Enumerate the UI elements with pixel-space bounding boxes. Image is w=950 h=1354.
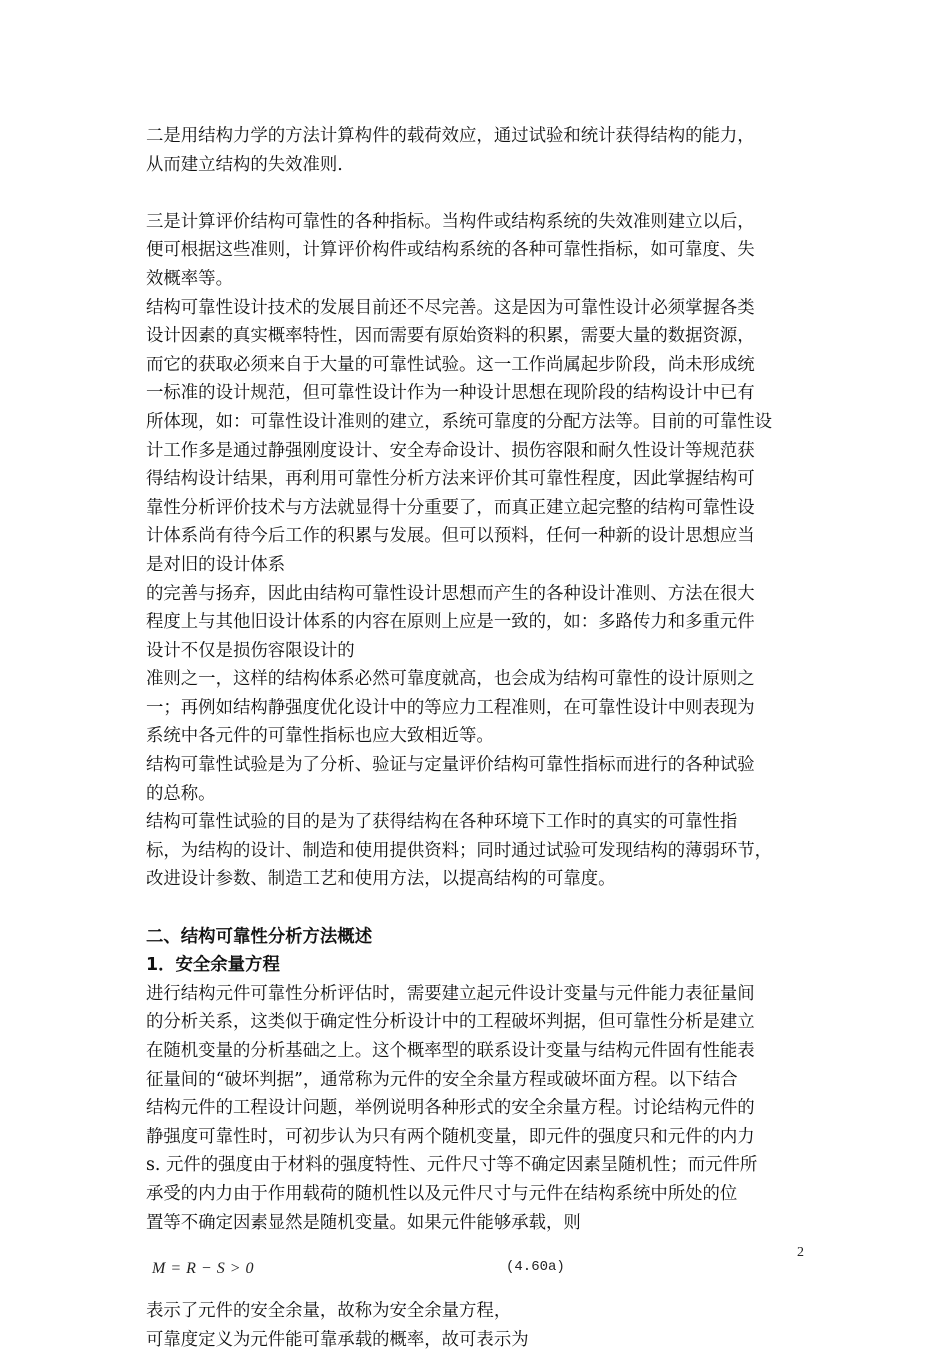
text-line: 结构元件的工程设计问题，举例说明各种形式的安全余量方程。讨论结构元件的 (146, 1098, 755, 1119)
equation-expression: M = R − S > 0 (152, 1260, 254, 1278)
text-line: 的分析关系，这类似于确定性分析设计中的工程破坏判据，但可靠性分析是建立 (146, 1012, 755, 1033)
text-line: 二是用结构力学的方法计算构件的载荷效应，通过试验和统计获得结构的能力， (146, 126, 755, 146)
text-line: 改进设计参数、制造工艺和使用方法，以提高结构的可靠度。 (146, 869, 616, 890)
text-line: 所体现，如：可靠性设计准则的建立，系统可靠度的分配方法等。目前的可靠性设 (146, 411, 773, 432)
text-line: 而它的获取必须来自于大量的可靠性试验。这一工作尚属起步阶段，尚未形成统 (146, 354, 755, 375)
text-line: 置等不确定因素显然是随机变量。如果元件能够承载，则 (146, 1212, 581, 1233)
subsection-heading: 1．安全余量方程 (146, 955, 280, 976)
text-line: 是对旧的设计体系 (146, 554, 286, 575)
text-line: 靠性分析评价技术与方法就显得十分重要了，而真正建立起完整的结构可靠性设 (146, 497, 755, 518)
text-line: 静强度可靠性时，可初步认为只有两个随机变量，即元件的强度只和元件的内力 (146, 1126, 755, 1147)
text-line: 承受的内力由于作用载荷的随机性以及元件尺寸与元件在结构系统中所处的位 (146, 1183, 738, 1204)
page-number: 2 (797, 1245, 804, 1260)
page-body (146, 122, 812, 1354)
text-line: 结构可靠性试验的目的是为了获得结构在各种环境下工作时的真实的可靠性指 (146, 812, 738, 833)
paragraph-group-main (146, 208, 812, 894)
text-line: 进行结构元件可靠性分析评估时，需要建立起元件设计变量与元件能力表征量间 (146, 983, 755, 1004)
text-line: 便可根据这些准则，计算评价构件或结构系统的各种可靠性指标，如可靠度、失 (146, 240, 755, 261)
text-line: 在随机变量的分析基础之上。这个概率型的联系设计变量与结构元件固有性能表 (146, 1041, 755, 1061)
blank-line (146, 894, 812, 923)
text-line: 准则之一，这样的结构体系必然可靠度就高，也会成为结构可靠性的设计原则之 (146, 669, 755, 690)
text-line: 一标准的设计规范，但可靠性设计作为一种设计思想在现阶段的结构设计中已有 (146, 383, 755, 404)
paragraph-item-two (146, 122, 812, 179)
paragraph-after-equation (146, 1297, 812, 1354)
text-line: 结构可靠性试验是为了分析、验证与定量评价结构可靠性指标而进行的各种试验 (146, 755, 755, 776)
text-line: 结构可靠性设计技术的发展目前还不尽完善。这是因为可靠性设计必须掌握各类 (146, 297, 755, 318)
paragraph-safety-margin (146, 980, 812, 1237)
text-line: 一；再例如结构静强度优化设计中的等应力工程准则，在可靠性设计中则表现为 (146, 697, 755, 718)
text-line: 的总称。 (146, 783, 216, 804)
text-line: 表示了元件的安全余量，故称为安全余量方程， (146, 1301, 512, 1322)
text-line: 三是计算评价结构可靠性的各种指标。当构件或结构系统的失效准则建立以后， (146, 211, 755, 232)
text-line: 的完善与扬弃，因此由结构可靠性设计思想而产生的各种设计准则、方法在很大 (146, 583, 755, 604)
text-line: 设计因素的真实概率特性，因而需要有原始资料的积累，需要大量的数据资源， (146, 326, 755, 347)
text-line: 计工作多是通过静强刚度设计、安全寿命设计、损伤容限和耐久性设计等规范获 (146, 440, 755, 461)
text-line: 征量间的“破坏判据”，通常称为元件的安全余量方程或破坏面方程。以下结合 (146, 1069, 738, 1090)
text-line: 设计不仅是损伤容限设计的 (146, 640, 355, 661)
text-line: 效概率等。 (146, 268, 233, 289)
equation-number: (4.60a) (506, 1259, 565, 1276)
equation-block (146, 1237, 812, 1297)
text-line: 标，为结构的设计、制造和使用提供资料；同时通过试验可发现结构的薄弱环节， (146, 840, 773, 861)
text-line: 可靠度定义为元件能可靠承载的概率，故可表示为 (146, 1329, 529, 1350)
text-line: 从而建立结构的失效准则. (146, 154, 343, 175)
section-heading: 二、结构可靠性分析方法概述 (146, 926, 373, 947)
text-line: 程度上与其他旧设计体系的内容在原则上应是一致的，如：多路传力和多重元件 (146, 612, 755, 633)
text-line: s. 元件的强度由于材料的强度特性、元件尺寸等不确定因素呈随机性；而元件所 (146, 1155, 758, 1176)
blank-line (146, 179, 812, 208)
text-line: 系统中各元件的可靠性指标也应大致相近等。 (146, 726, 494, 747)
text-line: 计体系尚有待今后工作的积累与发展。但可以预料，任何一种新的设计思想应当 (146, 526, 755, 547)
text-line: 得结构设计结果，再利用可靠性分析方法来评价其可靠性程度，因此掌握结构可 (146, 469, 755, 490)
